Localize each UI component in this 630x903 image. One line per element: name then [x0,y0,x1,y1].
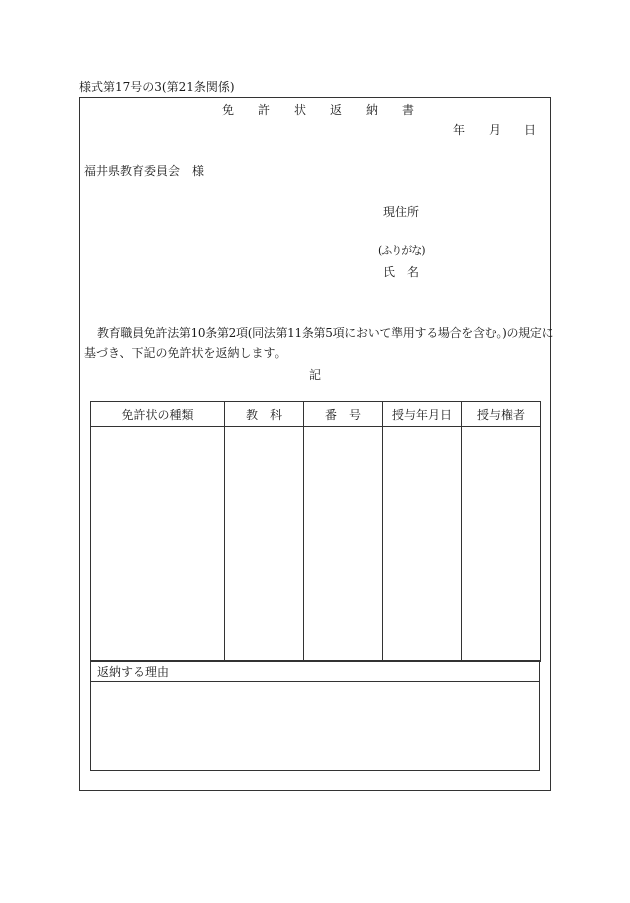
grant-date-cell[interactable] [383,427,462,662]
reason-box [90,660,540,771]
reason-label: 返納する理由 [91,661,539,682]
license-table [90,401,541,662]
header-license-type: 免許状の種類 [91,402,225,427]
body-text-line-2: 基づき、下記の免許状を返納します。 [84,346,287,360]
table-row [91,427,541,662]
ki-label: 記 [309,368,322,382]
form-number: 様式第17号の3(第21条関係) [79,80,235,94]
addressee: 福井県教育委員会 様 [84,164,205,178]
name-label: 氏 名 [383,265,420,279]
header-number: 番 号 [304,402,383,427]
table-header-row [91,402,541,427]
body-text-line-1: 教育職員免許法第10条第2項(同法第11条第5項において準用する場合を含む。)の規定に [97,326,554,340]
date-year-label: 年 [453,123,466,137]
form-title: 免 許 状 返 納 書 [222,103,421,117]
subject-cell[interactable] [225,427,304,662]
address-label: 現住所 [383,205,420,219]
grantor-cell[interactable] [462,427,541,662]
header-subject: 教 科 [225,402,304,427]
header-grantor: 授与権者 [462,402,541,427]
reason-field[interactable] [91,682,539,770]
number-cell[interactable] [304,427,383,662]
header-grant-date: 授与年月日 [383,402,462,427]
furigana-label: (ふりがな) [378,244,425,257]
date-day-label: 日 [524,123,537,137]
date-month-label: 月 [489,123,502,137]
license-type-cell[interactable] [91,427,225,662]
